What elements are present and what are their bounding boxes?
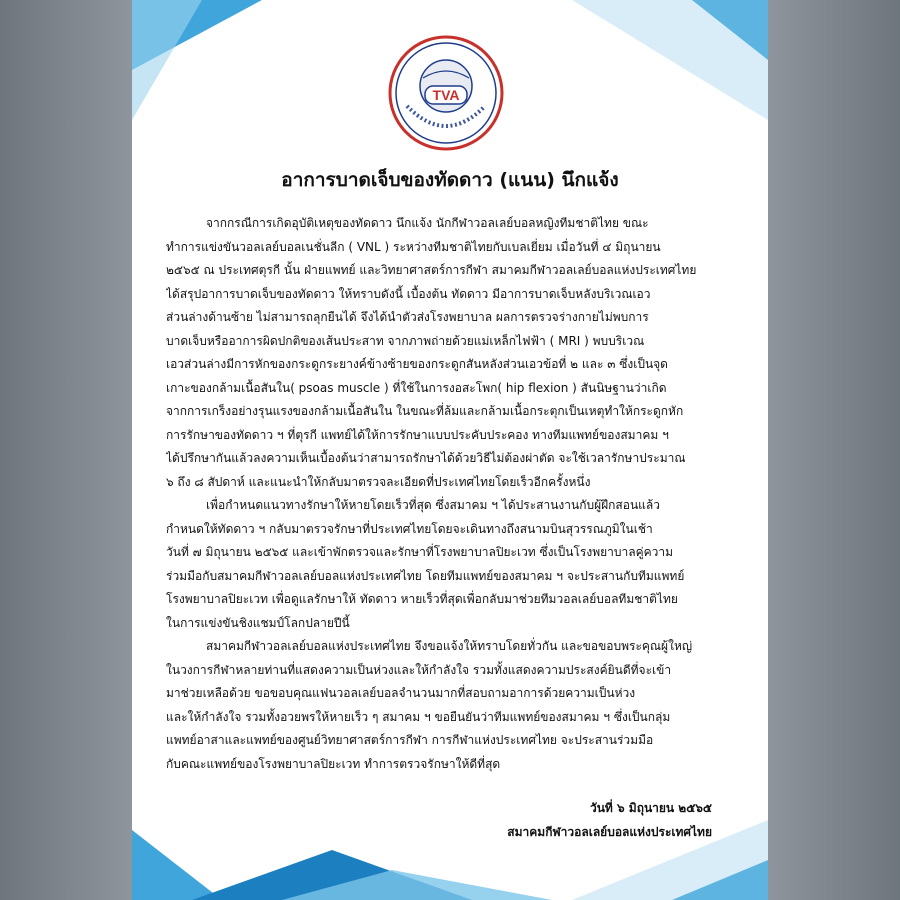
text-line: จากการเกร็งอย่างรุนแรงของกล้ามเนื้อสันใน ในขณะที่ล้มและกล้ามเนื้อกระตุกเป็นเหตุทำให้กระดูกหัก	[166, 404, 684, 418]
text-line: การรักษาของทัดดาว ฯ ที่ตุรกี แพทย์ได้ให้การรักษาแบบประคับประคอง ทางทีมแพทย์ของสมาคม ฯ	[166, 427, 669, 442]
text-line: โรงพยาบาลปิยะเวท เพื่อดูแลรักษาให้ ทัดดาว หายเร็วที่สุดเพื่อกลับมาช่วยทีมวอลเลย์บอลทีมชาติไทย	[166, 592, 678, 606]
letter-date: วันที่ ๖ มิถุนายน ๒๕๖๕	[589, 801, 712, 815]
signature-organization: สมาคมกีฬาวอลเลย์บอลแห่งประเทศไทย	[507, 824, 712, 839]
text-line: วันที่ ๗ มิถุนายน ๒๕๖๕ และเข้าพักตรวจและรักษาที่โรงพยาบาลปิยะเวท ซึ่งเป็นโรงพยาบาลคู่ความ	[166, 545, 674, 559]
text-line: บาดเจ็บหรืออาการผิดปกติของเส้นประสาท จากภาพถ่ายด้วยแม่เหล็กไฟฟ้า ( MRI ) พบบริเวณ	[166, 333, 645, 348]
corner-shape-top-left-light	[132, 0, 202, 120]
background-left	[0, 0, 132, 900]
tva-logo	[387, 34, 505, 152]
text-line: เพื่อกำหนดแนวทางรักษาให้หายโดยเร็วที่สุด ซึ่งสมาคม ฯ ได้ประสานงานกับผู้ฝึกสอนแล้ว	[206, 498, 660, 512]
text-line: ได้สรุปอาการบาดเจ็บของทัดดาว ให้ทราบดังนี้ เบื้องต้น ทัดดาว มีอาการบาดเจ็บหลังบริเวณเอว	[166, 286, 651, 301]
letter-title: อาการบาดเจ็บของทัดดาว (แนน) นึกแจ้ง	[281, 169, 619, 191]
text-line: จากกรณีการเกิดอุบัติเหตุของทัดดาว นึกแจ้ง นักกีฬาวอลเลย์บอลหญิงทีมชาติไทย ขณะ	[206, 216, 649, 230]
text-line: ๖ ถึง ๘ สัปดาห์ และแนะนำให้กลับมาตรวจละเอียดที่ประเทศไทยโดยเร็วอีกครั้งหนึ่ง	[166, 474, 591, 489]
text-line: ทำการแข่งขันวอลเลย์บอลเนชั่นลีก ( VNL ) ระหว่างทีมชาติไทยกับเบลเยี่ยม เมื่อวันที่ ๔ มิถุนายน	[166, 239, 661, 254]
text-line: เกาะของกล้ามเนื้อสันใน( psoas muscle ) ที่ใช้ในการงอสะโพก( hip flexion ) สันนิษฐานว่าเกิด	[166, 380, 667, 395]
paragraph-1	[166, 212, 738, 494]
signature-block	[132, 796, 712, 843]
text-line: และให้กำลังใจ รวมทั้งอวยพรให้หายเร็ว ๆ สมาคม ฯ ขอยืนยันว่าทีมแพทย์ของสมาคม ฯ ซึ่งเป็นกลุ่ม	[166, 709, 671, 724]
text-line: กำหนดให้ทัดดาว ฯ กลับมาตรวจรักษาที่ประเทศไทยโดยจะเดินทางถึงสนามบินสุวรรณภูมิในเช้า	[166, 521, 653, 536]
background-right	[768, 0, 900, 900]
text-line: ร่วมมือกับสมาคมกีฬาวอลเลย์บอลแห่งประเทศไทย โดยทีมแพทย์ของสมาคม ฯ จะประสานกับทีมแพทย์	[166, 568, 685, 583]
text-line: ในการแข่งขันชิงแชมป์โลกปลายปีนี้	[166, 615, 350, 630]
text-line: มาช่วยเหลือด้วย ขอขอบคุณแฟนวอลเลย์บอลจำนวนมากที่สอบถามอาการด้วยความเป็นห่วง	[166, 686, 636, 700]
text-line: ได้ปรึกษากันแล้วลงความเห็นเบื้องต้นว่าสามารถรักษาได้ด้วยวิธีไม่ต้องผ่าตัด จะใช้เวลารักษาประมาณ	[166, 451, 686, 465]
text-line: ๒๕๖๕ ณ ประเทศตุรกี นั้น ฝ่ายแพทย์ และวิทยาศาสตร์การกีฬา สมาคมกีฬาวอลเลย์บอลแห่งประเทศไทย	[166, 263, 697, 277]
letter-body	[166, 212, 738, 776]
text-line: ส่วนล่างด้านซ้าย ไม่สามารถลุกยืนได้ จึงได้นำตัวส่งโรงพยาบาล ผลการตรวจร่างกายไม่พบการ	[166, 310, 649, 324]
text-line: กับคณะแพทย์ของโรงพยาบาลปิยะเวท ทำการตรวจรักษาให้ดีที่สุด	[166, 756, 501, 771]
text-line: เอวส่วนล่างมีการหักของกระดูกระยางค์ข้างซ้ายของกระดูกสันหลังส่วนเอวข้อที่ ๒ และ ๓ ซึ่งเป็นจุด	[166, 357, 668, 371]
paragraph-3	[166, 635, 738, 776]
text-line: แพทย์อาสาและแพทย์ของศูนย์วิทยาศาสตร์การกีฬา การกีฬาแห่งประเทศไทย จะประสานร่วมมือ	[166, 733, 654, 747]
text-line: สมาคมกีฬาวอลเลย์บอลแห่งประเทศไทย จึงขอแจ้งให้ทราบโดยทั่วกัน และขอขอบพระคุณผู้ใหญ่	[206, 639, 693, 653]
logo-text: TVA	[432, 87, 460, 103]
paragraph-2	[166, 494, 738, 635]
text-line: ในวงการกีฬาหลายท่านที่แสดงความเป็นห่วงและให้กำลังใจ รวมทั้งแสดงความประสงค์ยินดีที่จะเข้า	[166, 662, 672, 677]
letter-page	[132, 0, 768, 900]
